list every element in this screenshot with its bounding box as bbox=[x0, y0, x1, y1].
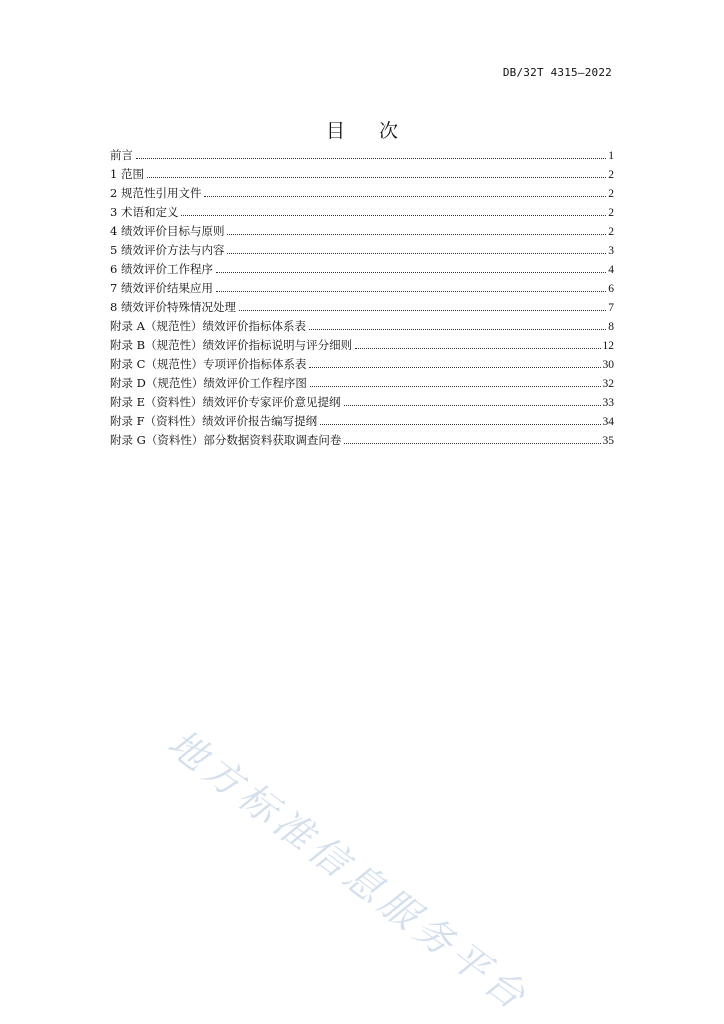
toc-entry[interactable] bbox=[110, 279, 614, 298]
page-title: 目次 bbox=[325, 120, 432, 142]
toc-entry[interactable] bbox=[110, 260, 614, 279]
toc-entry[interactable] bbox=[110, 412, 614, 431]
dot-leader bbox=[227, 234, 606, 235]
dot-leader bbox=[320, 424, 600, 425]
toc-entry[interactable] bbox=[110, 184, 614, 203]
toc-entry-label: 2 规范性引用文件 bbox=[110, 186, 202, 200]
toc-entry[interactable] bbox=[110, 165, 614, 184]
toc-entry-page: 7 bbox=[608, 302, 614, 314]
toc-entry[interactable] bbox=[110, 203, 614, 222]
dot-leader bbox=[239, 310, 606, 311]
watermark: 地方标准信息服务平台 bbox=[159, 720, 538, 1021]
toc-entry-label: 附录 B（规范性）绩效评价指标说明与评分细则 bbox=[110, 338, 353, 352]
toc-entry-page: 32 bbox=[602, 378, 614, 390]
dot-leader bbox=[309, 329, 606, 330]
toc-entry-label: 前言 bbox=[110, 148, 133, 162]
toc-entry-label: 附录 F（资料性）绩效评价报告编写提纲 bbox=[110, 414, 318, 428]
dot-leader bbox=[136, 158, 606, 159]
dot-leader bbox=[355, 348, 600, 349]
toc-entry-page: 12 bbox=[602, 340, 614, 352]
dot-leader bbox=[310, 386, 601, 387]
toc-entry[interactable] bbox=[110, 336, 614, 355]
toc-entry-label: 附录 C（规范性）专项评价指标体系表 bbox=[110, 357, 307, 371]
toc-entry[interactable] bbox=[110, 222, 614, 241]
dot-leader bbox=[309, 367, 600, 368]
toc-entry-label: 4 绩效评价目标与原则 bbox=[110, 224, 225, 238]
toc-entry[interactable] bbox=[110, 317, 614, 336]
toc-entry-page: 8 bbox=[608, 321, 614, 333]
dot-leader bbox=[204, 196, 606, 197]
dot-leader bbox=[216, 272, 606, 273]
toc-entry-label: 附录 G（资料性）部分数据资料获取调查问卷 bbox=[110, 433, 342, 447]
toc-entry-page: 2 bbox=[608, 188, 614, 200]
toc-entry-label: 1 范围 bbox=[110, 167, 144, 181]
standard-code: DB/32T 4315—2022 bbox=[502, 66, 612, 79]
toc-entry[interactable] bbox=[110, 298, 614, 317]
toc-entry[interactable] bbox=[110, 355, 614, 374]
toc-entry[interactable] bbox=[110, 431, 614, 450]
toc-entry-label: 5 绩效评价方法与内容 bbox=[110, 243, 225, 257]
toc-entry-label: 7 绩效评价结果应用 bbox=[110, 281, 213, 295]
toc-entry-page: 3 bbox=[608, 245, 614, 257]
toc-entry-page: 6 bbox=[608, 283, 614, 295]
toc-entry-label: 3 术语和定义 bbox=[110, 205, 179, 219]
toc-entry-label: 附录 D（规范性）绩效评价工作程序图 bbox=[110, 376, 307, 390]
toc-entry-label: 附录 A（规范性）绩效评价指标体系表 bbox=[110, 319, 306, 333]
toc-entry[interactable] bbox=[110, 146, 614, 165]
dot-leader bbox=[344, 405, 601, 406]
toc-entry-page: 34 bbox=[602, 416, 614, 428]
dot-leader bbox=[227, 253, 606, 254]
toc-entry[interactable] bbox=[110, 241, 614, 260]
toc-entry-page: 4 bbox=[608, 264, 614, 276]
toc-entry-label: 附录 E（资料性）绩效评价专家评价意见提纲 bbox=[110, 395, 341, 409]
toc-entry-page: 33 bbox=[602, 397, 614, 409]
dot-leader bbox=[344, 443, 600, 444]
toc-entry-page: 1 bbox=[608, 150, 614, 162]
table-of-contents bbox=[110, 146, 614, 450]
dot-leader bbox=[181, 215, 606, 216]
toc-entry-label: 8 绩效评价特殊情况处理 bbox=[110, 300, 236, 314]
toc-entry-label: 6 绩效评价工作程序 bbox=[110, 262, 213, 276]
dot-leader bbox=[216, 291, 606, 292]
toc-entry-page: 35 bbox=[602, 435, 614, 447]
toc-entry[interactable] bbox=[110, 374, 614, 393]
toc-entry-page: 30 bbox=[602, 359, 614, 371]
dot-leader bbox=[147, 177, 606, 178]
toc-entry-page: 2 bbox=[608, 207, 614, 219]
toc-entry[interactable] bbox=[110, 393, 614, 412]
toc-entry-page: 2 bbox=[608, 169, 614, 181]
toc-entry-page: 2 bbox=[608, 226, 614, 238]
